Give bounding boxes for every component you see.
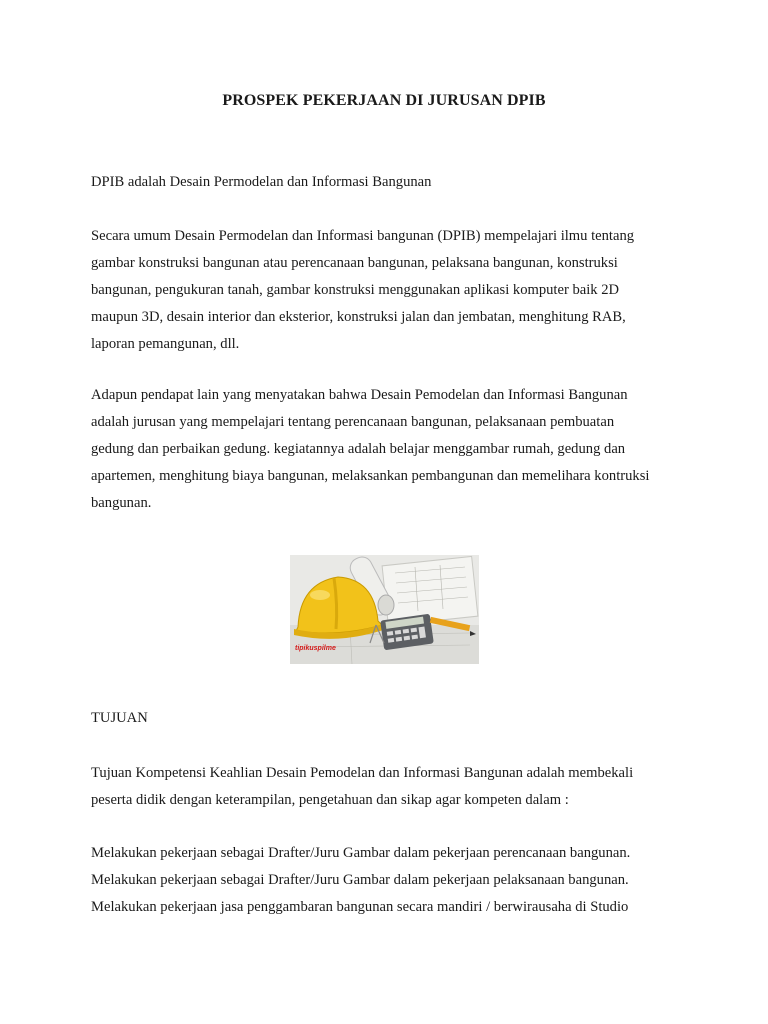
text-line: gedung dan perbaikan gedung. kegiatannya adalah belajar menggambar rumah, gedung dan	[91, 441, 626, 457]
paragraph-2	[91, 382, 681, 517]
page-title: PROSPEK PEKERJAAN DI JURUSAN DPIB	[222, 92, 546, 109]
construction-image	[290, 555, 479, 664]
text-line: bangunan.	[91, 495, 152, 511]
list-item: Melakukan pekerjaan jasa penggambaran bangunan secara mandiri / berwirausaha di Studio	[91, 899, 629, 915]
text-line: maupun 3D, desain interior dan eksterior, konstruksi jalan dan jembatan, menghitung RAB,	[91, 309, 626, 325]
paragraph-1	[91, 223, 681, 358]
text-line: Adapun pendapat lain yang menyatakan bahwa Desain Pemodelan dan Informasi Bangunan	[91, 387, 628, 403]
text-line: bangunan, pengukuran tanah, gambar konstruksi menggunakan aplikasi komputer baik 2D	[91, 282, 620, 298]
tujuan-list	[91, 840, 681, 921]
text-line: gambar konstruksi bangunan atau perencanaan bangunan, pelaksana bangunan, konstruksi	[91, 255, 618, 271]
intro-text: DPIB adalah Desain Permodelan dan Informasi Bangunan	[91, 174, 432, 190]
text-line: apartemen, menghitung biaya bangunan, melaksankan pembangunan dan memelihara kontruksi	[91, 468, 650, 484]
text-line: Secara umum Desain Permodelan dan Informasi bangunan (DPIB) mempelajari ilmu tentang	[91, 228, 635, 244]
section-heading-tujuan: TUJUAN	[91, 710, 148, 726]
text-line: adalah jurusan yang mempelajari tentang perencanaan bangunan, pelaksanaan pembuatan	[91, 414, 615, 430]
list-item: Melakukan pekerjaan sebagai Drafter/Juru Gambar dalam pekerjaan perencanaan bangunan.	[91, 845, 631, 861]
text-line: Tujuan Kompetensi Keahlian Desain Pemodelan dan Informasi Bangunan adalah membekali	[91, 765, 634, 781]
image-watermark: tipikuspilme	[295, 645, 336, 652]
tujuan-paragraph	[91, 760, 681, 814]
list-item: Melakukan pekerjaan sebagai Drafter/Juru Gambar dalam pekerjaan pelaksanaan bangunan.	[91, 872, 629, 888]
text-line: laporan pemangunan, dll.	[91, 336, 240, 352]
text-line: peserta didik dengan keterampilan, pengetahuan dan sikap agar kompeten dalam :	[91, 792, 569, 808]
